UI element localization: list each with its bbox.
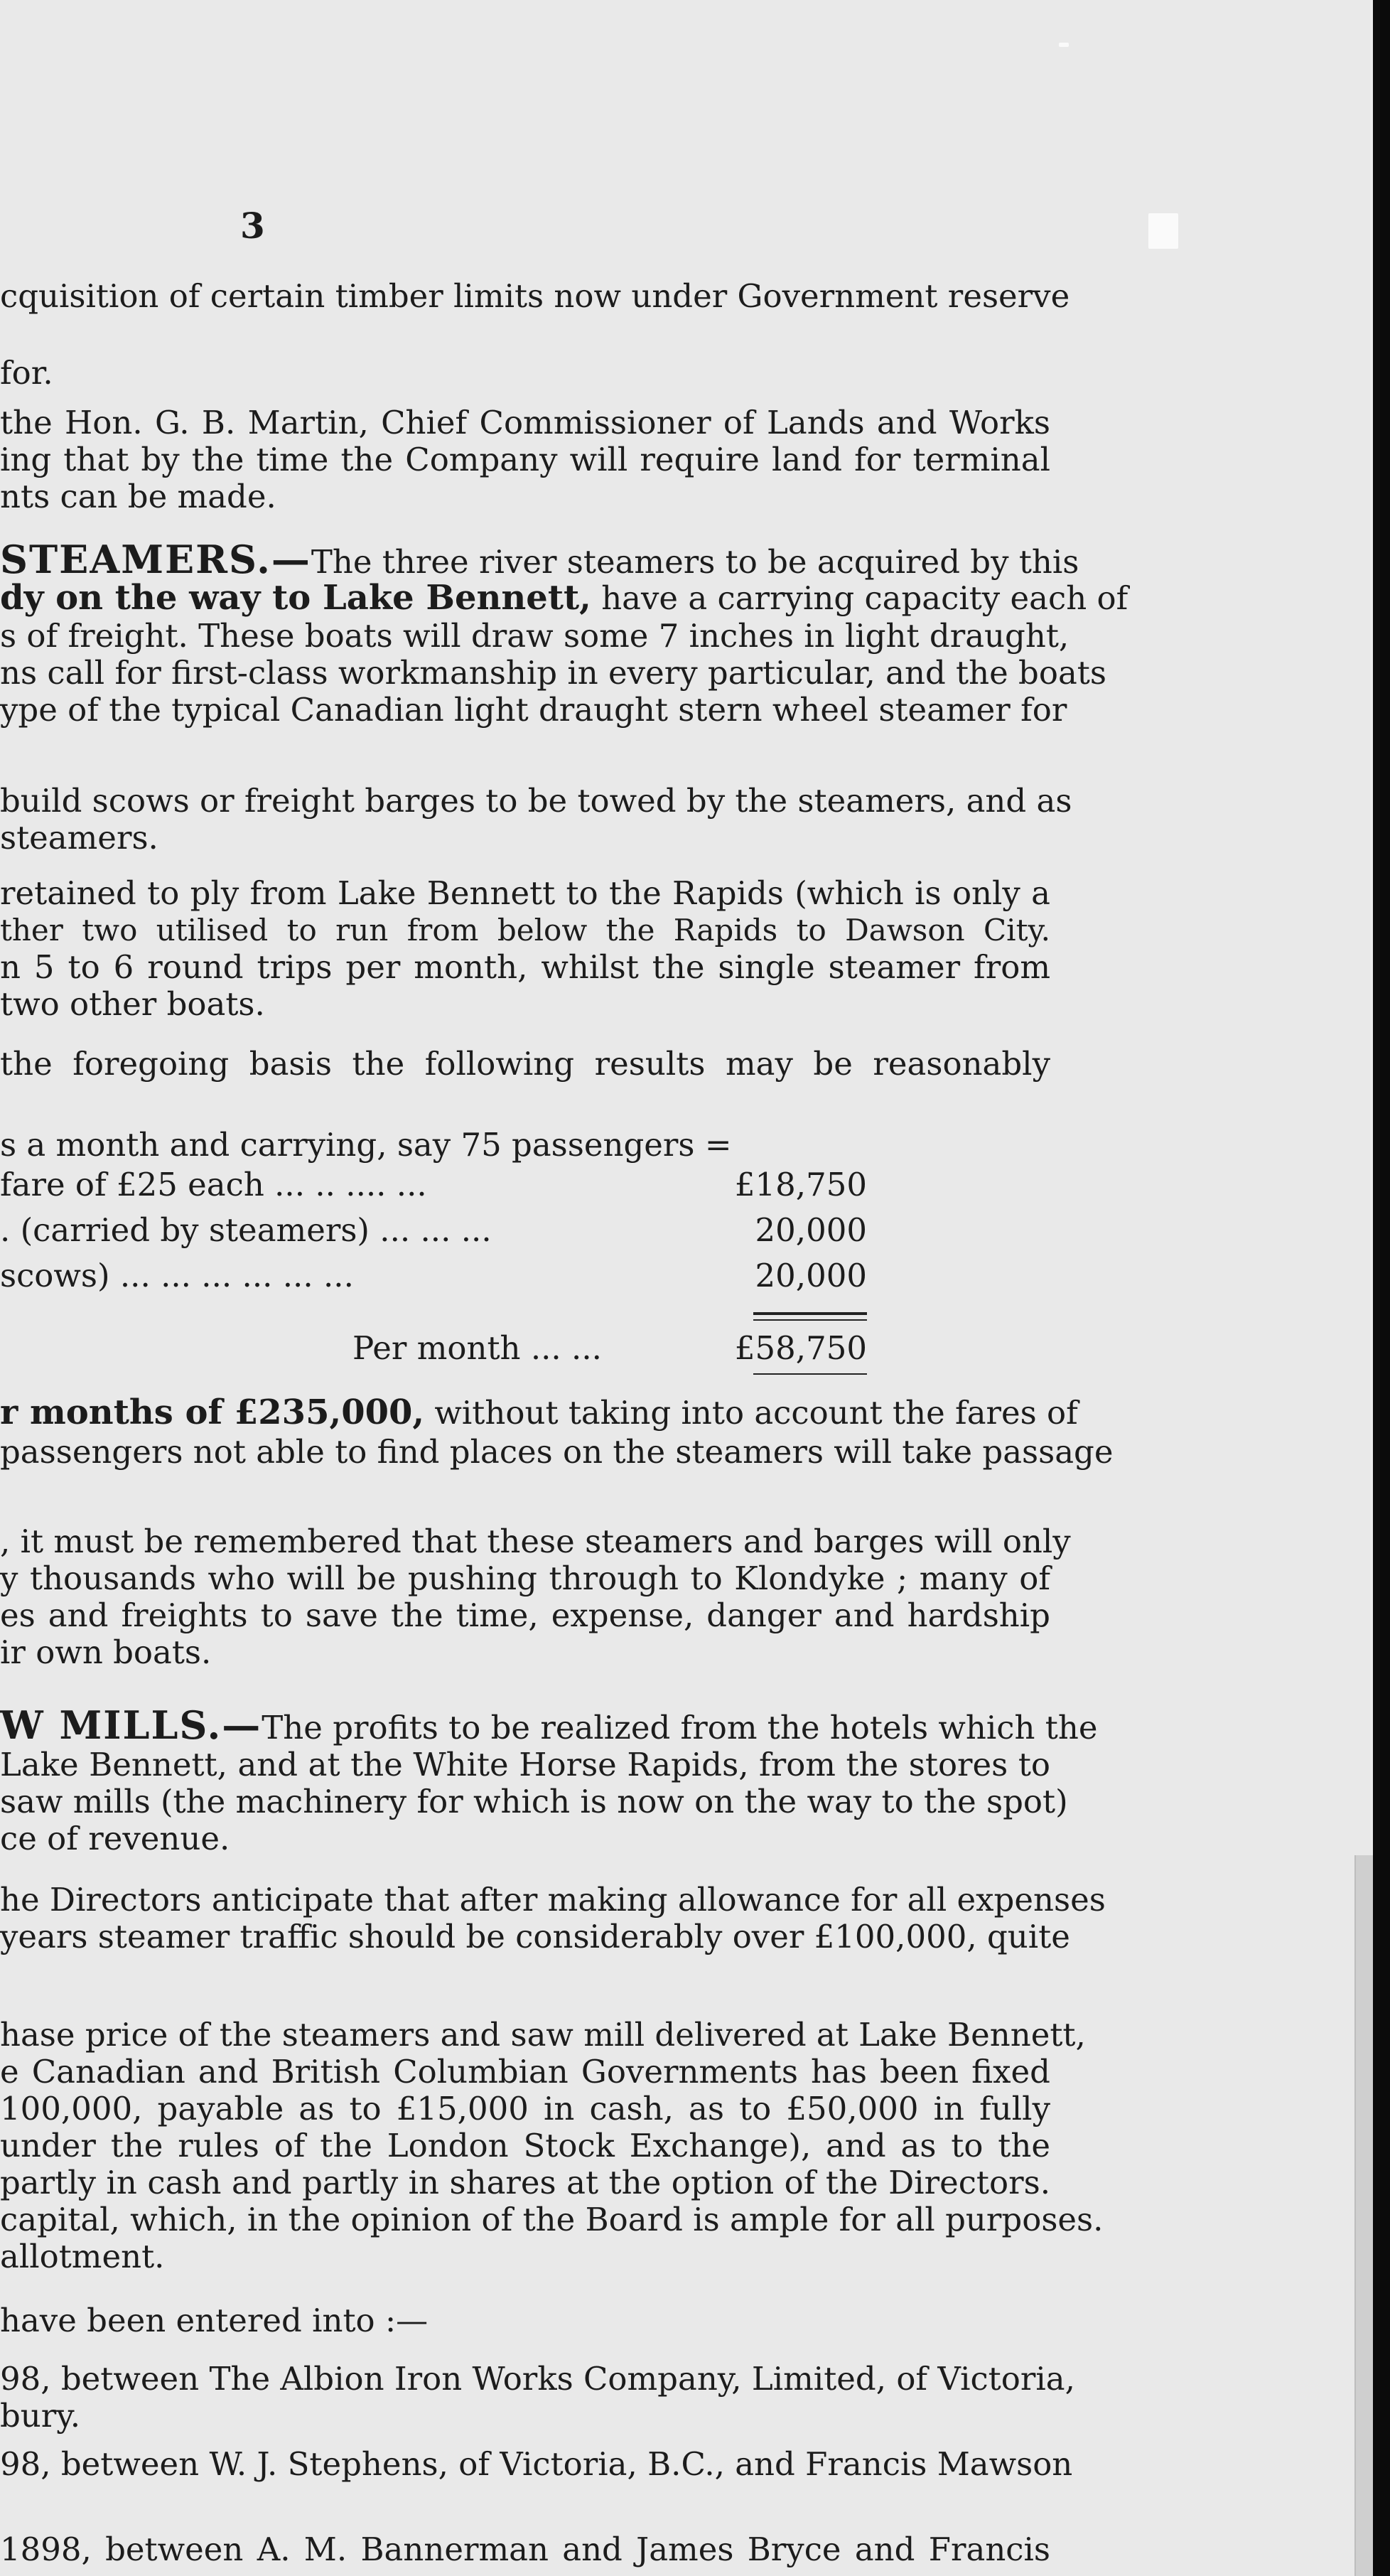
text-line: he Directors anticipate that after making allowance for all expenses: [0, 1881, 1106, 1918]
row-leaders: ... .. .... ...: [264, 1166, 427, 1203]
text-line: have been entered into :—: [0, 2302, 429, 2339]
scan-speck: [1059, 43, 1069, 47]
row-label: fare of £25 each: [0, 1166, 264, 1203]
sum-rule: [753, 1373, 867, 1375]
text-line: Lake Bennett, and at the White Horse Rapids, from the stores to: [0, 1746, 1050, 1783]
text-line: the foregoing basis the following results may be reasonably: [0, 1045, 1050, 1083]
text-line: e Canadian and British Columbian Governments has been fixed: [0, 2053, 1050, 2091]
text-line: retained to ply from Lake Bennett to the Rapids (which is only a: [0, 874, 1050, 912]
scan-edge-shadow: [1373, 0, 1390, 2576]
text-line: for.: [0, 354, 53, 392]
table-row: [0, 1166, 867, 1204]
text-line: es and freights to save the time, expense, danger and hardship: [0, 1596, 1050, 1634]
text-line: saw mills (the machinery for which is now on the way to the spot): [0, 1783, 1068, 1820]
text-line: under the rules of the London Stock Exchange), and as to the: [0, 2127, 1050, 2164]
text-line: y thousands who will be pushing through to Klondyke ; many of: [0, 1560, 1050, 1597]
row-label: scows) ... ... ...: [0, 1257, 232, 1294]
text-line: 1898, between A. M. Bannerman and James Bryce and Francis: [0, 2531, 1050, 2568]
bold-phrase: r months of £235,000,: [0, 1392, 425, 1432]
text-line: passengers not able to find places on the steamers will take passage: [0, 1433, 1114, 1471]
page-number: 3: [240, 205, 265, 247]
text-line: ther two utilised to run from below the Rapids to Dawson City.: [0, 913, 1050, 948]
text-line: build scows or freight barges to be towed by the steamers, and as: [0, 782, 1072, 820]
scan-speck: [1148, 213, 1178, 249]
text-line: steamers.: [0, 819, 158, 857]
text-line-bold-lead: [0, 1392, 1078, 1432]
text-line: s a month and carrying, say 75 passengers =: [0, 1126, 732, 1164]
row-amount: £18,750: [734, 1166, 867, 1203]
text-line: capital, which, in the opinion of the Board is ample for all purposes.: [0, 2201, 1104, 2238]
row-leaders: ... ... ...: [232, 1257, 354, 1294]
text-line: hase price of the steamers and saw mill delivered at Lake Bennett,: [0, 2016, 1086, 2054]
text-line: cquisition of certain timber limits now under Government reserve: [0, 277, 1070, 315]
text-line: ype of the typical Canadian light draught stern wheel steamer for: [0, 691, 1067, 729]
total-amount: £58,750: [734, 1329, 867, 1367]
section-heading-saw-mills: W MILLS.—: [0, 1702, 262, 1748]
row-amount: 20,000: [755, 1211, 867, 1249]
text-line: have a carrying capacity each of: [591, 579, 1128, 617]
section-heading-line: [0, 1702, 1098, 1748]
text-line: nts can be made.: [0, 478, 276, 515]
text-line: ir own boats.: [0, 1633, 212, 1671]
text-line: n 5 to 6 round trips per month, whilst the single steamer from: [0, 948, 1050, 986]
row-leaders: ... ... ...: [369, 1211, 492, 1249]
table-row: [0, 1211, 867, 1250]
bold-phrase: dy on the way to Lake Bennett,: [0, 578, 591, 618]
text-line: 98, between W. J. Stephens, of Victoria, B.C., and Francis Mawson: [0, 2445, 1073, 2483]
table-total-row: [352, 1329, 867, 1368]
text-line: years steamer traffic should be considerably over £100,000, quite: [0, 1918, 1070, 1955]
table-row: [0, 1257, 867, 1295]
text-line: allotment.: [0, 2238, 165, 2275]
text-line: ns call for first-class workmanship in every particular, and the boats: [0, 654, 1106, 692]
section-heading-line: [0, 537, 1079, 582]
text-line: partly in cash and partly in shares at the option of the Directors.: [0, 2164, 1050, 2201]
text-line: without taking into account the fares of: [424, 1394, 1078, 1432]
text-line-bold-lead: [0, 578, 1128, 618]
text-line: 98, between The Albion Iron Works Company, Limited, of Victoria,: [0, 2360, 1075, 2398]
text-line: s of freight. These boats will draw some 7 inches in light draught,: [0, 617, 1070, 655]
total-label: Per month: [352, 1329, 521, 1367]
text-line: ce of revenue.: [0, 1820, 230, 1857]
row-leaders: ... ...: [520, 1329, 602, 1367]
row-label: . (carried by steamers): [0, 1211, 370, 1249]
text-line: bury.: [0, 2397, 81, 2435]
text-line: the Hon. G. B. Martin, Chief Commissioner of Lands and Works: [0, 404, 1050, 441]
text-line: 100,000, payable as to £15,000 in cash, as to £50,000 in fully: [0, 2090, 1050, 2127]
section-heading-steamers: STEAMERS.—: [0, 537, 311, 582]
text-line: two other boats.: [0, 985, 265, 1023]
sum-rule: [753, 1312, 867, 1315]
row-amount: 20,000: [755, 1257, 867, 1294]
sum-rule: [753, 1319, 867, 1321]
text-line: , it must be remembered that these steamers and barges will only: [0, 1523, 1071, 1560]
text-line: ing that by the time the Company will require land for terminal: [0, 441, 1050, 478]
paper-fold: [1354, 1855, 1373, 2576]
text-line: The three river steamers to be acquired by this: [311, 543, 1079, 581]
text-line: The profits to be realized from the hotels which the: [262, 1709, 1098, 1746]
